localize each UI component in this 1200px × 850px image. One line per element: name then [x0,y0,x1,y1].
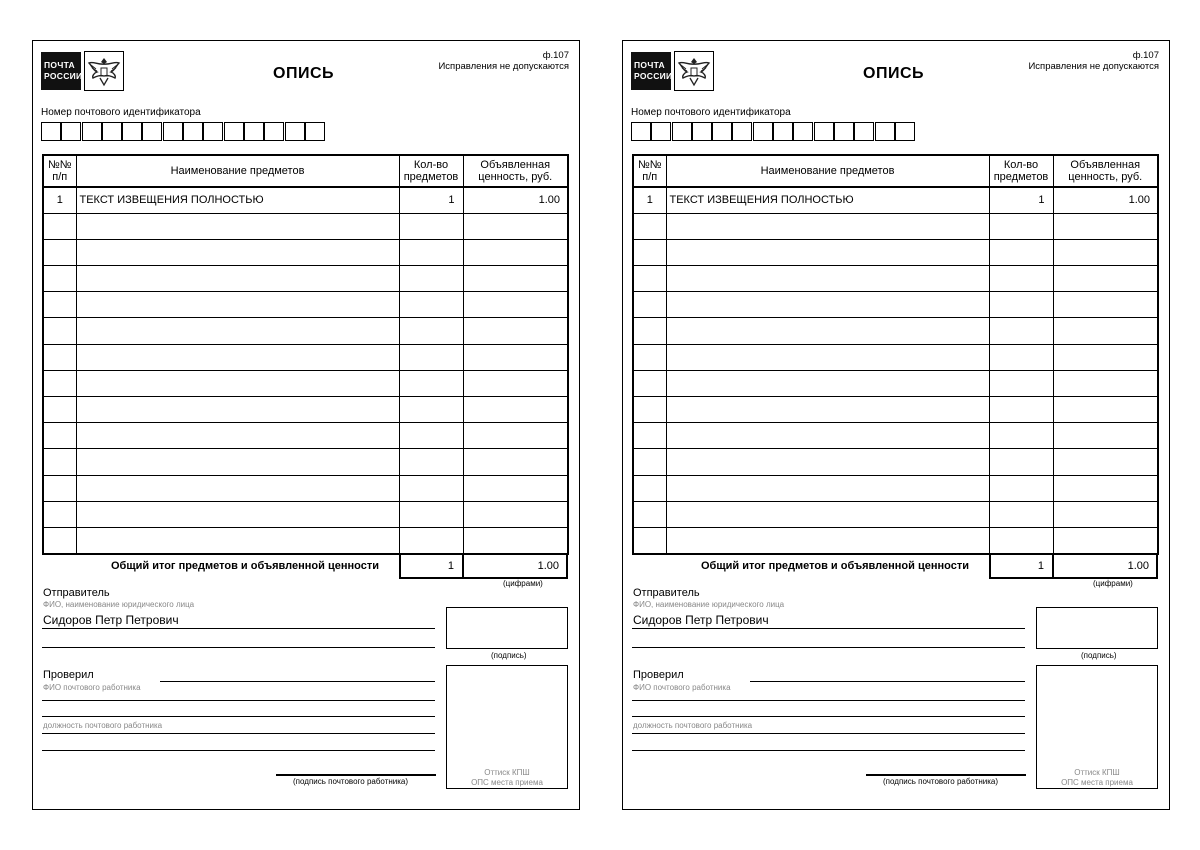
checked-line-2 [632,700,1025,701]
total-label: Общий итог предметов и объявленной ценности [701,560,969,572]
total-label: Общий итог предметов и объявленной ценности [111,560,379,572]
table-cell-value[interactable] [1053,475,1158,501]
table-cell-num[interactable] [633,423,666,449]
sender-name-field[interactable]: Сидоров Петр Петрович [43,613,179,627]
form-number-block [438,50,569,72]
table-cell-num[interactable] [633,449,666,475]
table-cell-value[interactable] [1053,397,1158,423]
tracking-id-digit-box[interactable] [793,122,813,141]
header-num: №№ п/п [633,155,666,187]
table-cell-num[interactable] [43,449,76,475]
table-cell-qty[interactable] [399,423,463,449]
tracking-id-digit-box[interactable] [244,122,264,141]
table-row [43,344,568,370]
table-cell-name[interactable] [666,266,989,292]
table-cell-num[interactable] [43,344,76,370]
table-cell-num[interactable] [43,292,76,318]
checked-label: Проверил [633,669,684,681]
inventory-form-left [32,40,580,810]
table-cell-num[interactable] [633,527,666,553]
tracking-id-digit-box[interactable] [82,122,102,141]
table-cell-name[interactable] [76,475,399,501]
table-cell-num[interactable] [43,501,76,527]
table-cell-name[interactable] [666,397,989,423]
table-cell-num[interactable] [633,397,666,423]
table-cell-value[interactable] [1053,266,1158,292]
table-cell-name[interactable] [666,475,989,501]
table-row [633,344,1158,370]
table-cell-qty[interactable] [989,475,1053,501]
table-cell-name[interactable] [666,344,989,370]
table-cell-qty[interactable] [399,501,463,527]
table-cell-qty[interactable] [989,266,1053,292]
table-row [633,397,1158,423]
tracking-id-digit-box[interactable] [631,122,651,141]
tracking-id-digit-box[interactable] [834,122,854,141]
table-cell-name[interactable]: ТЕКСТ ИЗВЕЩЕНИЯ ПОЛНОСТЬЮ [666,187,989,213]
tracking-id-digit-box[interactable] [672,122,692,141]
tracking-id-boxes[interactable] [41,122,325,141]
table-row [633,501,1158,527]
table-row [633,475,1158,501]
sender-line-1 [632,628,1025,629]
table-cell-qty[interactable] [399,370,463,396]
total-qty: 1 [399,553,464,579]
table-cell-qty[interactable] [399,266,463,292]
table-row [633,318,1158,344]
stamp-caption [446,768,568,788]
tracking-id-digit-box[interactable] [61,122,81,141]
tracking-id-digit-box[interactable] [692,122,712,141]
sender-signature-box[interactable] [446,607,568,649]
form-title: ОПИСЬ [273,65,334,82]
logo-line-2: РОССИИ [44,71,83,81]
worker-signature-line[interactable] [276,774,436,776]
checked-label: Проверил [43,669,94,681]
items-table [632,154,1159,555]
table-cell-name[interactable] [76,501,399,527]
table-row [43,423,568,449]
table-cell-value[interactable] [463,344,568,370]
signature-caption: (подпись) [491,651,527,660]
sender-signature-box[interactable] [1036,607,1158,649]
tracking-id-label: Номер почтового идентификатора [41,107,201,118]
table-row [633,527,1158,553]
table-cell-num[interactable] [633,213,666,239]
total-value: 1.00 [462,553,568,579]
table-cell-qty[interactable] [989,318,1053,344]
table-cell-value[interactable] [463,527,568,553]
table-header-row [633,155,1158,187]
sender-label: Отправитель [43,587,110,599]
table-cell-qty[interactable] [399,475,463,501]
table-cell-value[interactable] [1053,501,1158,527]
table-cell-num[interactable] [43,266,76,292]
table-cell-qty[interactable] [989,423,1053,449]
table-cell-name[interactable] [76,449,399,475]
tracking-id-digit-box[interactable] [285,122,305,141]
logo-line-1: ПОЧТА [44,60,75,70]
table-row [43,239,568,265]
table-cell-name[interactable] [76,344,399,370]
table-cell-name[interactable] [76,239,399,265]
total-value: 1.00 [1052,553,1158,579]
table-cell-name[interactable] [666,292,989,318]
table-cell-num[interactable]: 1 [633,187,666,213]
table-cell-qty[interactable] [399,449,463,475]
items-table [42,154,569,555]
table-cell-name[interactable] [76,397,399,423]
table-row [43,475,568,501]
table-cell-num[interactable] [633,318,666,344]
logo-text-box [41,52,81,90]
total-qty: 1 [989,553,1054,579]
checked-line-1 [160,681,435,682]
header-value: Объявленная ценность, руб. [463,155,568,187]
checked-line-3 [42,716,435,717]
table-cell-value[interactable] [463,501,568,527]
table-cell-value[interactable] [1053,292,1158,318]
table-cell-qty[interactable] [399,318,463,344]
tracking-id-digit-box[interactable] [224,122,244,141]
table-cell-num[interactable] [633,292,666,318]
table-cell-name[interactable] [666,370,989,396]
table-cell-value[interactable] [1053,527,1158,553]
table-row [633,292,1158,318]
table-cell-qty[interactable] [399,527,463,553]
tracking-id-digit-box[interactable] [305,122,325,141]
tracking-id-digit-box[interactable] [875,122,895,141]
table-cell-num[interactable] [633,370,666,396]
tracking-id-digit-box[interactable] [183,122,203,141]
logo-text-box [631,52,671,90]
table-cell-name[interactable] [76,423,399,449]
form-title: ОПИСЬ [863,65,924,82]
table-cell-num[interactable]: 1 [43,187,76,213]
total-caption: (цифрами) [503,579,543,588]
table-row [43,292,568,318]
table-cell-value[interactable] [1053,423,1158,449]
table-cell-value[interactable] [463,449,568,475]
tracking-id-digit-box[interactable] [142,122,162,141]
table-cell-value[interactable] [1053,318,1158,344]
table-cell-value[interactable]: 1.00 [1053,187,1158,213]
table-cell-qty[interactable] [399,397,463,423]
stamp-caption-line-1: Оттиск КПШ [484,768,530,777]
table-row [43,213,568,239]
table-cell-value[interactable]: 1.00 [463,187,568,213]
table-cell-value[interactable] [463,266,568,292]
tracking-id-digit-box[interactable] [895,122,915,141]
tracking-id-digit-box[interactable] [264,122,284,141]
table-cell-qty[interactable]: 1 [989,187,1053,213]
table-row [43,187,568,213]
tracking-id-digit-box[interactable] [814,122,834,141]
table-cell-value[interactable] [463,397,568,423]
table-cell-num[interactable] [633,266,666,292]
tracking-id-digit-box[interactable] [41,122,61,141]
logo-line-1: ПОЧТА [634,60,665,70]
header-qty: Кол-во предметов [989,155,1053,187]
checked-line-1 [750,681,1025,682]
header-value: Объявленная ценность, руб. [1053,155,1158,187]
table-cell-qty[interactable] [989,213,1053,239]
stamp-caption-line-2: ОПС места приема [471,778,543,787]
position-sublabel: должность почтового работника [43,721,163,730]
table-cell-num[interactable] [43,370,76,396]
table-cell-name[interactable] [666,449,989,475]
table-cell-name[interactable] [76,318,399,344]
table-header-row [43,155,568,187]
tracking-id-label: Номер почтового идентификатора [631,107,791,118]
table-cell-value[interactable] [1053,239,1158,265]
table-cell-value[interactable] [463,370,568,396]
tracking-id-digit-box[interactable] [753,122,773,141]
worker-signature-caption: (подпись почтового работника) [293,777,409,786]
table-cell-qty[interactable] [399,344,463,370]
checked-line-3 [632,716,1025,717]
tracking-id-digit-box[interactable] [102,122,122,141]
header-qty: Кол-во предметов [399,155,463,187]
tracking-id-boxes[interactable] [631,122,915,141]
table-cell-qty[interactable] [399,213,463,239]
items-table-body [633,187,1158,554]
sender-line-2 [42,647,435,648]
table-cell-qty[interactable] [399,292,463,318]
tracking-id-digit-box[interactable] [712,122,732,141]
table-row [43,397,568,423]
table-row [633,187,1158,213]
sender-label: Отправитель [633,587,700,599]
checked-line-2 [42,700,435,701]
table-row [633,239,1158,265]
sender-line-1 [42,628,435,629]
position-sublabel: должность почтового работника [633,721,753,730]
table-cell-value[interactable] [1053,213,1158,239]
worker-signature-line[interactable] [866,774,1026,776]
table-cell-name[interactable] [76,370,399,396]
table-row [43,318,568,344]
table-cell-qty[interactable] [989,239,1053,265]
table-cell-qty[interactable] [989,397,1053,423]
table-row [43,449,568,475]
table-cell-qty[interactable] [989,449,1053,475]
table-cell-name[interactable] [76,266,399,292]
tracking-id-digit-box[interactable] [773,122,793,141]
table-cell-num[interactable] [43,239,76,265]
form-note: Исправления не допускаются [1028,61,1159,72]
table-cell-name[interactable] [666,318,989,344]
table-cell-value[interactable] [463,213,568,239]
form-number-block [1028,50,1159,72]
table-cell-num[interactable] [43,213,76,239]
form-number: ф.107 [542,50,569,61]
table-cell-value[interactable] [463,318,568,344]
sender-sublabel: ФИО, наименование юридического лица [633,600,785,609]
table-cell-num[interactable] [43,527,76,553]
position-line-1 [632,733,1025,734]
sender-name-field[interactable]: Сидоров Петр Петрович [633,613,769,627]
table-cell-value[interactable] [463,239,568,265]
position-line-2 [632,750,1025,751]
table-row [633,213,1158,239]
table-cell-num[interactable] [633,239,666,265]
table-row [633,449,1158,475]
russian-post-logo [41,51,124,91]
items-table-body [43,187,568,554]
tracking-id-digit-box[interactable] [163,122,183,141]
table-cell-num[interactable] [633,501,666,527]
stamp-caption-line-2: ОПС места приема [1061,778,1133,787]
table-cell-name[interactable] [666,239,989,265]
table-cell-value[interactable] [463,423,568,449]
stamp-caption [1036,768,1158,788]
inventory-form-right [622,40,1170,810]
sender-sublabel: ФИО, наименование юридического лица [43,600,195,609]
table-cell-qty[interactable] [989,344,1053,370]
table-cell-name[interactable] [76,292,399,318]
table-cell-num[interactable] [633,344,666,370]
table-row [43,527,568,553]
form-number: ф.107 [1132,50,1159,61]
sender-line-2 [632,647,1025,648]
header-name: Наименование предметов [666,155,989,187]
checked-sublabel: ФИО почтового работника [633,683,731,692]
table-cell-name[interactable]: ТЕКСТ ИЗВЕЩЕНИЯ ПОЛНОСТЬЮ [76,187,399,213]
position-line-2 [42,750,435,751]
table-cell-name[interactable] [666,213,989,239]
table-cell-name[interactable] [666,527,989,553]
table-cell-value[interactable] [1053,449,1158,475]
table-cell-num[interactable] [43,397,76,423]
table-row [43,501,568,527]
tracking-id-digit-box[interactable] [203,122,223,141]
table-cell-name[interactable] [76,213,399,239]
tracking-id-digit-box[interactable] [122,122,142,141]
eagle-emblem-icon [674,51,714,91]
logo-line-2: РОССИИ [634,71,673,81]
position-line-1 [42,733,435,734]
tracking-id-digit-box[interactable] [651,122,671,141]
header-name: Наименование предметов [76,155,399,187]
table-cell-name[interactable] [76,527,399,553]
table-row [633,423,1158,449]
table-cell-qty[interactable] [989,501,1053,527]
header-num: №№ п/п [43,155,76,187]
table-cell-qty[interactable]: 1 [399,187,463,213]
checked-sublabel: ФИО почтового работника [43,683,141,692]
table-row [633,370,1158,396]
tracking-id-digit-box[interactable] [732,122,752,141]
table-cell-name[interactable] [666,423,989,449]
table-cell-qty[interactable] [989,292,1053,318]
table-cell-value[interactable] [1053,370,1158,396]
table-row [43,370,568,396]
table-cell-num[interactable] [43,318,76,344]
worker-signature-caption: (подпись почтового работника) [883,777,999,786]
table-cell-name[interactable] [666,501,989,527]
table-cell-num[interactable] [633,475,666,501]
table-cell-qty[interactable] [399,239,463,265]
signature-caption: (подпись) [1081,651,1117,660]
table-cell-num[interactable] [43,475,76,501]
table-row [633,266,1158,292]
tracking-id-digit-box[interactable] [854,122,874,141]
table-row [43,266,568,292]
table-cell-qty[interactable] [989,370,1053,396]
table-cell-value[interactable] [463,475,568,501]
table-cell-value[interactable] [463,292,568,318]
table-cell-num[interactable] [43,423,76,449]
stamp-caption-line-1: Оттиск КПШ [1074,768,1120,777]
eagle-emblem-icon [84,51,124,91]
total-caption: (цифрами) [1093,579,1133,588]
russian-post-logo [631,51,714,91]
table-cell-qty[interactable] [989,527,1053,553]
form-note: Исправления не допускаются [438,61,569,72]
table-cell-value[interactable] [1053,344,1158,370]
